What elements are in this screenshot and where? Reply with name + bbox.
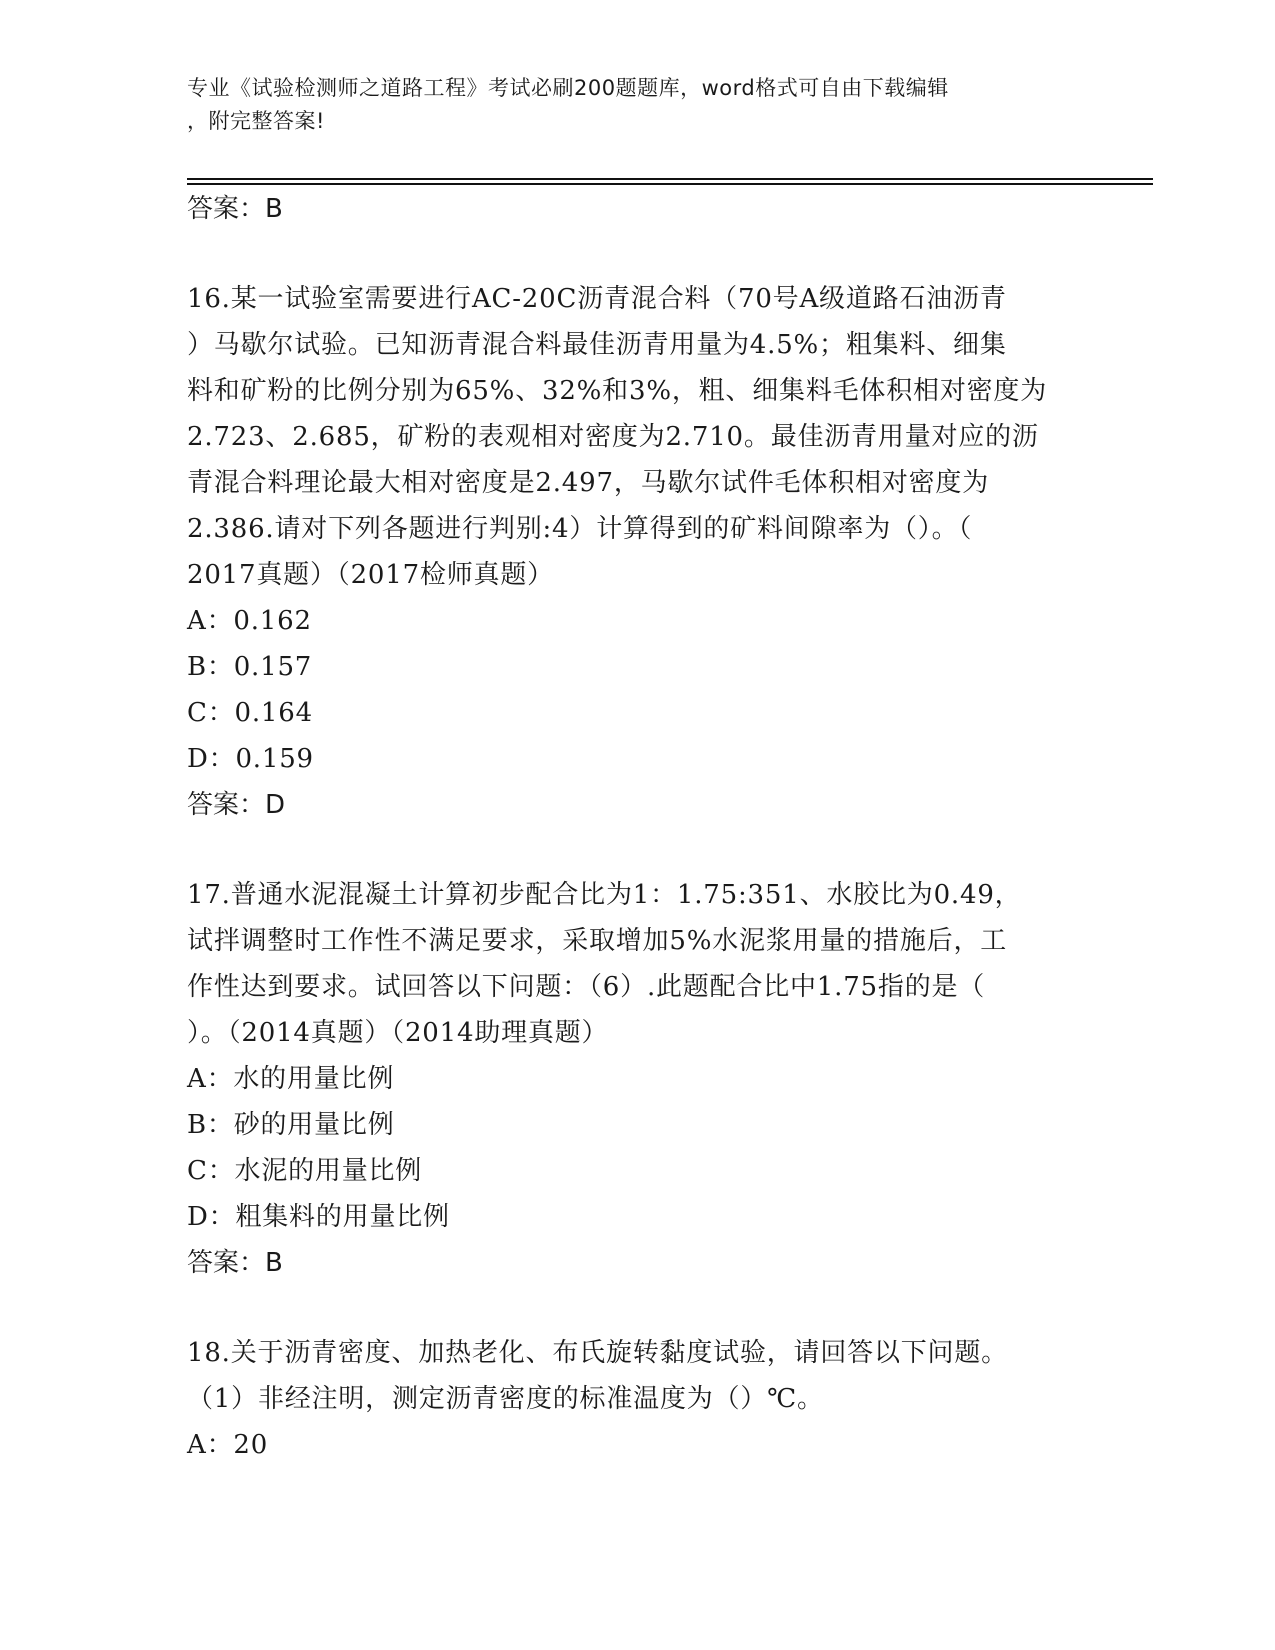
question-text-line: 2.386.请对下列各题进行判别:4）计算得到的矿料间隙率为（）。（ [187, 514, 973, 544]
page-body [187, 186, 1087, 1468]
question-text-line: 18.关于沥青密度、加热老化、布氏旋转黏度试验，请回答以下问题。 [187, 1338, 1008, 1368]
option-b: B：砂的用量比例 [187, 1110, 395, 1140]
header-divider-top [187, 178, 1153, 180]
question-text-line: 16.某一试验室需要进行AC-20C沥青混合料（70号A级道路石油沥青 [187, 284, 1007, 314]
question-text-line: ）马歇尔试验。已知沥青混合料最佳沥青用量为4.5%；粗集料、细集 [187, 330, 1007, 360]
option-a: A：20 [187, 1430, 269, 1460]
question-text-line: 料和矿粉的比例分别为65%、32%和3%，粗、细集料毛体积相对密度为 [187, 376, 1048, 406]
option-d: D：0.159 [187, 744, 314, 774]
option-d: D：粗集料的用量比例 [187, 1202, 450, 1232]
option-b: B：0.157 [187, 652, 313, 682]
answer-label: 答案：B [187, 1248, 283, 1278]
question-text-line: 青混合料理论最大相对密度是2.497，马歇尔试件毛体积相对密度为 [187, 468, 990, 498]
option-c: C：0.164 [187, 698, 313, 728]
header-line-1: 专业《试验检测师之道路工程》考试必刷200题题库，word格式可自由下载编辑 [187, 76, 949, 100]
answer-label: 答案：D [187, 790, 286, 820]
question-text-line: 2017真题）（2017检师真题） [187, 560, 554, 590]
option-a: A：水的用量比例 [187, 1064, 395, 1094]
option-a: A：0.162 [187, 606, 312, 636]
question-block-18 [187, 1330, 1087, 1468]
question-text-line: 2.723、2.685，矿粉的表观相对密度为2.710。最佳沥青用量对应的沥 [187, 422, 1039, 452]
question-block-17 [187, 872, 1087, 1286]
header-divider-bottom [187, 183, 1153, 185]
answer-label: 答案：B [187, 194, 283, 224]
document-header [187, 72, 1067, 138]
question-text-line: 试拌调整时工作性不满足要求，采取增加5%水泥浆用量的措施后，工 [187, 926, 1008, 956]
question-block-16 [187, 276, 1087, 828]
question-text-line: 17.普通水泥混凝土计算初步配合比为1：1.75:351、水胶比为0.49， [187, 880, 1022, 910]
question-text-line: （1）非经注明，测定沥青密度的标准温度为（）℃。 [187, 1384, 824, 1414]
option-c: C：水泥的用量比例 [187, 1156, 423, 1186]
question-text-line: 作性达到要求。试回答以下问题：（6）.此题配合比中1.75指的是（ [187, 972, 986, 1002]
question-text-line: ）。（2014真题）（2014助理真题） [187, 1018, 609, 1048]
header-line-2: ，附完整答案! [187, 109, 325, 133]
